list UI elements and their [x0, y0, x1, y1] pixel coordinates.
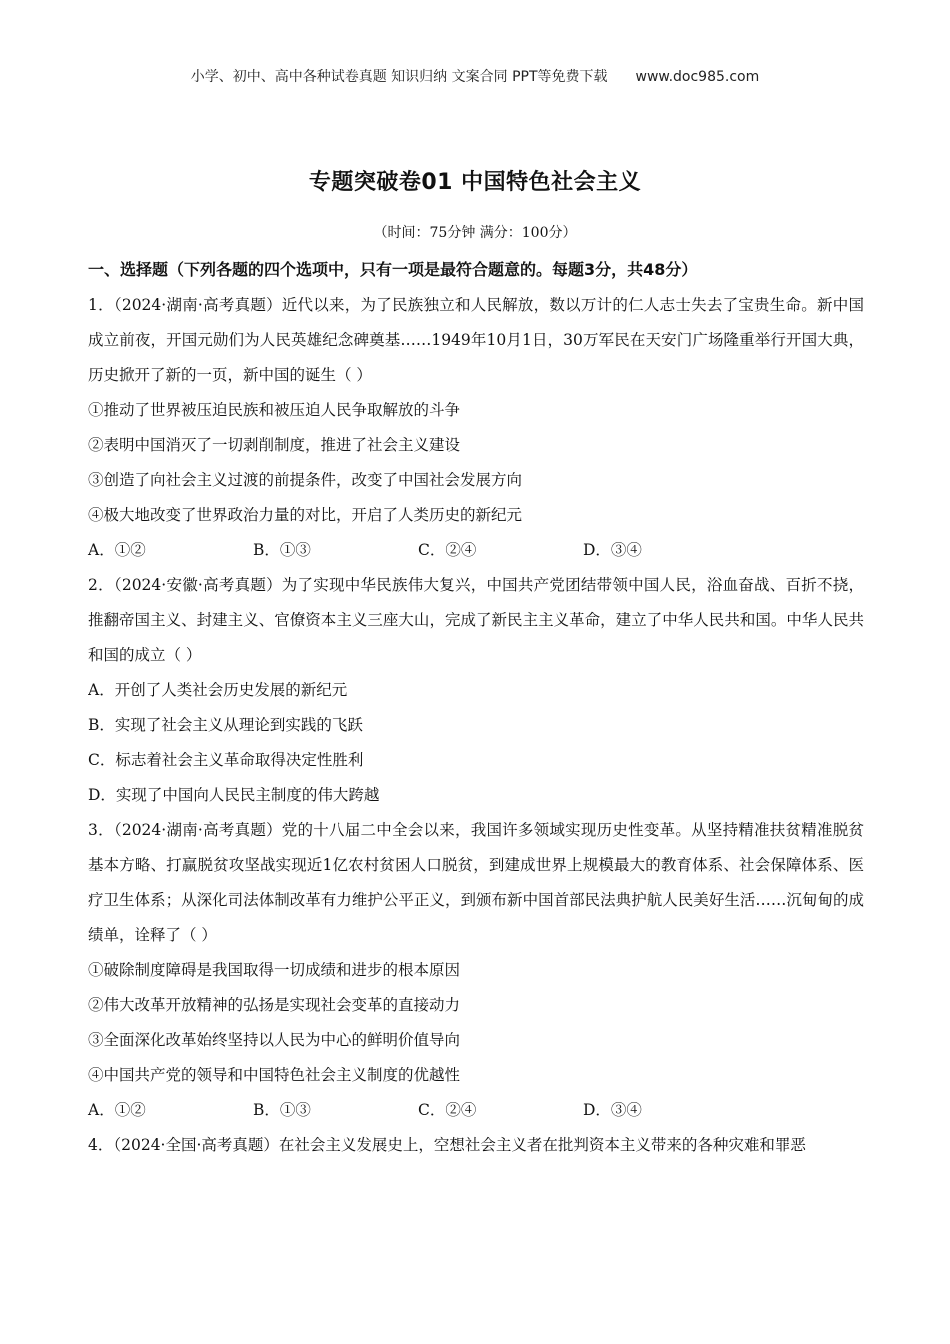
- option-c[interactable]: C．②④: [418, 1101, 477, 1119]
- option-d[interactable]: D．③④: [583, 541, 642, 559]
- answer-options: [88, 1093, 864, 1128]
- statement-item: ③全面深化改革始终坚持以人民为中心的鲜明价值导向: [88, 1031, 461, 1049]
- option-b[interactable]: B．①③: [253, 1101, 311, 1119]
- option-c[interactable]: C．②④: [418, 541, 477, 559]
- exam-content: [88, 252, 864, 1163]
- statement-item: ①推动了世界被压迫民族和被压迫人民争取解放的斗争: [88, 401, 461, 419]
- page-header: [0, 66, 950, 86]
- option-a[interactable]: A．①②: [88, 541, 146, 559]
- option-b[interactable]: B．①③: [253, 541, 311, 559]
- question-4: [88, 1128, 864, 1163]
- question-1: [88, 288, 864, 568]
- question-stem: 2．（2024·安徽·高考真题）为了实现中华民族伟大复兴，中国共产党团结带领中国人民，浴血奋战、百折不挠，推翻帝国主义、封建主义、官僚资本主义三座大山，完成了新民主主义革命，建立了中华人民共和国。中华人民共和国的成立（ ）: [88, 576, 864, 664]
- header-url[interactable]: www.doc985.com: [635, 69, 760, 85]
- option-a[interactable]: A．①②: [88, 1101, 146, 1119]
- statement-item: ①破除制度障碍是我国取得一切成绩和进步的根本原因: [88, 961, 461, 979]
- option-d[interactable]: D．③④: [583, 1101, 642, 1119]
- question-stem: 4．（2024·全国·高考真题）在社会主义发展史上，空想社会主义者在批判资本主义带来的各种灾难和罪恶: [88, 1136, 806, 1154]
- header-text: 小学、初中、高中各种试卷真题 知识归纳 文案合同 PPT等免费下载: [190, 69, 608, 85]
- option-a[interactable]: A．开创了人类社会历史发展的新纪元: [88, 681, 348, 699]
- statement-item: ②伟大改革开放精神的弘扬是实现社会变革的直接动力: [88, 996, 461, 1014]
- question-stem: 3．（2024·湖南·高考真题）党的十八届二中全会以来，我国许多领域实现历史性变革。从坚持精准扶贫精准脱贫基本方略、打赢脱贫攻坚战实现近1亿农村贫困人口脱贫，到建成世界上规模最大的教育体系、社会保障体系、医疗卫生体系；从深化司法体制改革有力维护公平正义，到颁布新中国首部民法典护航人民美好生活……沉甸甸的成绩单，诠释了（ ）: [88, 821, 864, 944]
- statement-item: ③创造了向社会主义过渡的前提条件，改变了中国社会发展方向: [88, 471, 523, 489]
- question-stem: 1．（2024·湖南·高考真题）近代以来，为了民族独立和人民解放，数以万计的仁人志士失去了宝贵生命。新中国成立前夜，开国元勋们为人民英雄纪念碑奠基……1949年10月1日，30万军民在天安门广场隆重举行开国大典，历史掀开了新的一页，新中国的诞生（ ）: [88, 296, 864, 384]
- statement-item: ②表明中国消灭了一切剥削制度，推进了社会主义建设: [88, 436, 461, 454]
- question-2: [88, 568, 864, 813]
- option-b[interactable]: B．实现了社会主义从理论到实践的飞跃: [88, 716, 363, 734]
- option-d[interactable]: D．实现了中国向人民民主制度的伟大跨越: [88, 786, 380, 804]
- statement-item: ④极大地改变了世界政治力量的对比，开启了人类历史的新纪元: [88, 506, 523, 524]
- page-title: 专题突破卷01 中国特色社会主义: [308, 170, 642, 195]
- question-3: [88, 813, 864, 1128]
- option-c[interactable]: C．标志着社会主义革命取得决定性胜利: [88, 751, 364, 769]
- answer-options: [88, 533, 864, 568]
- statement-item: ④中国共产党的领导和中国特色社会主义制度的优越性: [88, 1066, 461, 1084]
- section-title: 一、选择题（下列各题的四个选项中，只有一项是最符合题意的。每题3分，共48分）: [88, 260, 698, 279]
- exam-info: （时间：75分钟 满分：100分）: [373, 225, 577, 241]
